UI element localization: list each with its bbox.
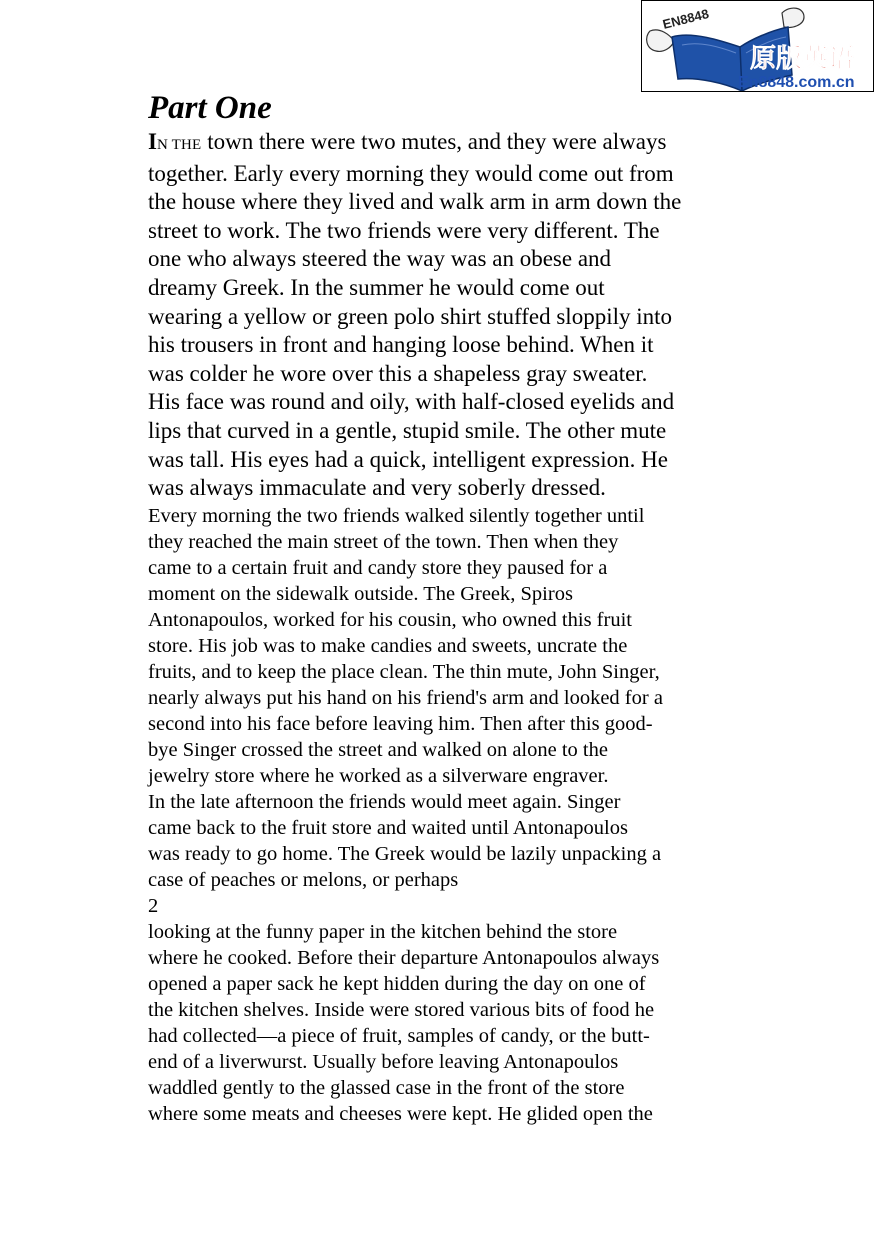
left-hand-icon xyxy=(647,30,674,51)
text-line: street to work. The two friends were very different. The xyxy=(148,217,660,243)
text-line: was tall. His eyes had a quick, intelligent expression. He xyxy=(148,446,668,472)
text-line: His face was round and oily, with half-closed eyelids and xyxy=(148,389,675,415)
text-line: came back to the fruit store and waited until Antonapoulos xyxy=(148,816,628,839)
text-line: they reached the main street of the town. Then when they xyxy=(148,530,619,553)
text-line: where he cooked. Before their departure Antonapoulos always xyxy=(148,946,660,969)
text-line: second into his face before leaving him. Then after this good- xyxy=(148,712,653,735)
text-line: had collected—a piece of fruit, samples of candy, or the butt- xyxy=(148,1024,650,1047)
lead-paragraph xyxy=(148,128,748,503)
text-line: looking at the funny paper in the kitchen behind the store xyxy=(148,920,618,943)
text-line: wearing a yellow or green polo shirt stuffed sloppily into xyxy=(148,303,673,329)
body-text xyxy=(148,503,748,1127)
drop-cap: I xyxy=(148,129,157,154)
text-line: Antonapoulos, worked for his cousin, who owned this fruit xyxy=(148,608,632,631)
right-hand-icon xyxy=(782,8,804,27)
text-line: was ready to go home. The Greek would be lazily unpacking a xyxy=(148,842,662,865)
text-line: one who always steered the way was an obese and xyxy=(148,246,612,272)
first-line xyxy=(148,128,748,160)
text-line: store. His job was to make candies and sweets, uncrate the xyxy=(148,634,628,657)
text-line: moment on the sidewalk outside. The Greek, Spiros xyxy=(148,582,573,605)
text-line: came to a certain fruit and candy store they paused for a xyxy=(148,556,608,579)
text-line: lips that curved in a gentle, stupid smile. The other mute xyxy=(148,417,667,443)
text-line: case of peaches or melons, or perhaps xyxy=(148,868,459,891)
chapter-title: Part One xyxy=(148,90,272,126)
text-line: jewelry store where he worked as a silverware engraver. xyxy=(148,764,609,787)
text-line: waddled gently to the glassed case in the front of the store xyxy=(148,1076,625,1099)
logo-graphic xyxy=(642,1,874,92)
first-line-rest: town there were two mutes, and they were always xyxy=(201,129,667,154)
site-logo[interactable] xyxy=(641,0,874,92)
text-line: the house where they lived and walk arm in arm down the xyxy=(148,189,682,215)
text-line: opened a paper sack he kept hidden during the day on one of xyxy=(148,972,646,995)
text-line: together. Early every morning they would come out from xyxy=(148,160,674,186)
logo-domain-text: En8848.com.cn xyxy=(738,74,855,91)
text-line: In the late afternoon the friends would meet again. Singer xyxy=(148,790,621,813)
logo-top-text: EN8848 xyxy=(661,5,711,32)
text-line: end of a liverwurst. Usually before leaving Antonapoulos xyxy=(148,1050,619,1073)
text-line: Every morning the two friends walked silently together until xyxy=(148,504,645,527)
document-page xyxy=(148,88,748,1127)
text-line: nearly always put his hand on his friend's arm and looked for a xyxy=(148,686,663,709)
text-line: where some meats and cheeses were kept. He glided open the xyxy=(148,1102,653,1125)
text-line: fruits, and to keep the place clean. The thin mute, John Singer, xyxy=(148,660,660,683)
small-caps-text: N THE xyxy=(156,137,202,153)
text-line: bye Singer crossed the street and walked on alone to the xyxy=(148,738,608,761)
text-line: dreamy Greek. In the summer he would come out xyxy=(148,274,605,300)
text-line: his trousers in front and hanging loose behind. When it xyxy=(148,332,654,358)
text-line: the kitchen shelves. Inside were stored various bits of food he xyxy=(148,998,655,1021)
text-line: was colder he wore over this a shapeless gray sweater. xyxy=(148,360,648,386)
logo-chinese-text: 原版英语 xyxy=(750,44,855,74)
page-number: 2 xyxy=(148,894,159,917)
text-line: was always immaculate and very soberly dressed. xyxy=(148,475,606,501)
